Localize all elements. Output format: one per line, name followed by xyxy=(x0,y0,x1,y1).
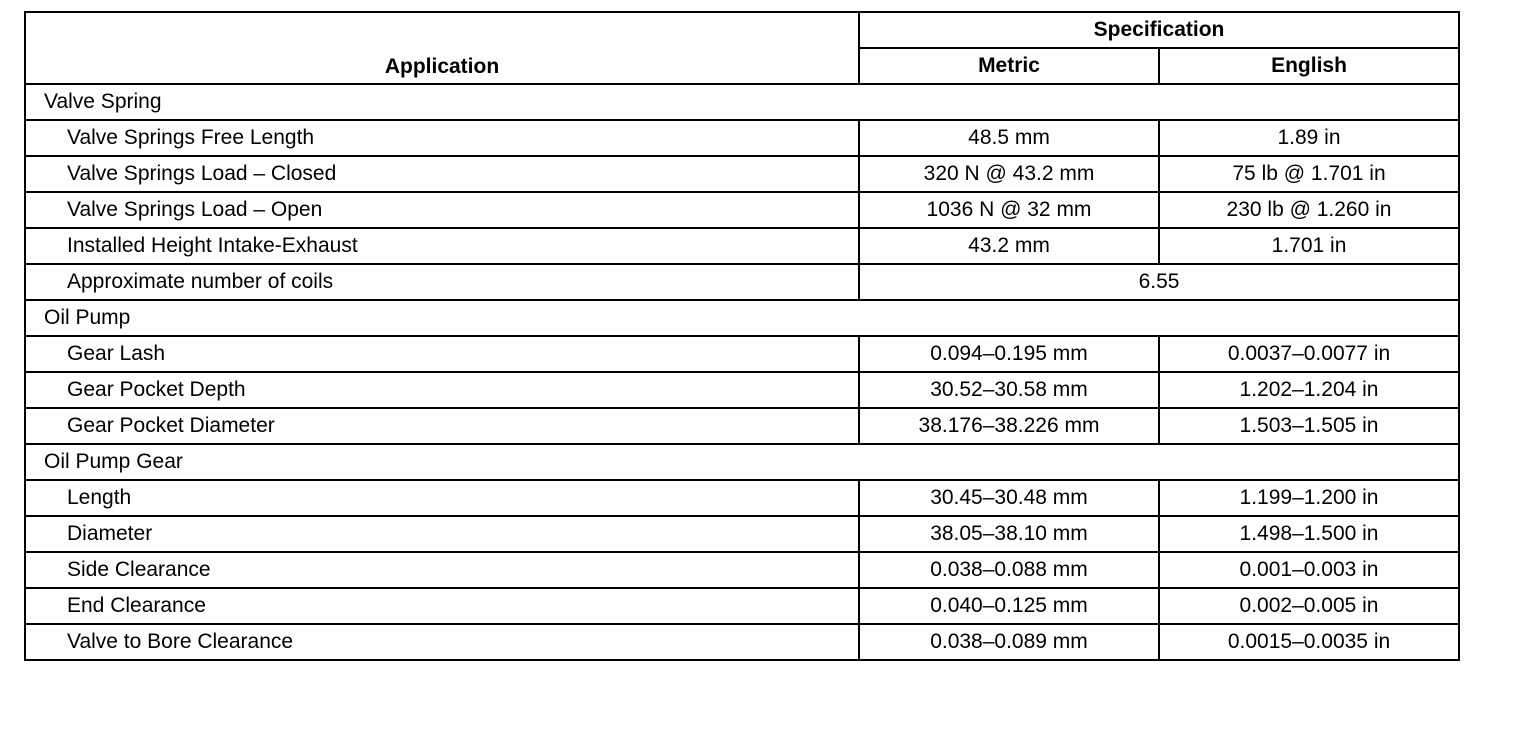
section-title: Oil Pump Gear xyxy=(25,444,1459,480)
english-value: 1.503–1.505 in xyxy=(1159,408,1459,444)
english-value: 75 lb @ 1.701 in xyxy=(1159,156,1459,192)
table-row xyxy=(25,264,1459,300)
english-value: 0.0037–0.0077 in xyxy=(1159,336,1459,372)
table-row xyxy=(25,408,1459,444)
application-header: Application xyxy=(25,12,859,84)
english-value: 1.202–1.204 in xyxy=(1159,372,1459,408)
item-name: Gear Pocket Diameter xyxy=(25,408,859,444)
table-row xyxy=(25,516,1459,552)
table-row xyxy=(25,336,1459,372)
metric-header: Metric xyxy=(859,48,1159,84)
metric-value: 0.038–0.089 mm xyxy=(859,624,1159,660)
table-row xyxy=(25,372,1459,408)
item-name: Valve Springs Load – Closed xyxy=(25,156,859,192)
metric-value: 48.5 mm xyxy=(859,120,1159,156)
item-name: Valve Springs Load – Open xyxy=(25,192,859,228)
english-header: English xyxy=(1159,48,1459,84)
table-row xyxy=(25,552,1459,588)
english-value: 0.002–0.005 in xyxy=(1159,588,1459,624)
english-value: 1.89 in xyxy=(1159,120,1459,156)
item-name: End Clearance xyxy=(25,588,859,624)
item-name: Valve to Bore Clearance xyxy=(25,624,859,660)
metric-value: 30.52–30.58 mm xyxy=(859,372,1159,408)
metric-value: 0.040–0.125 mm xyxy=(859,588,1159,624)
english-value: 230 lb @ 1.260 in xyxy=(1159,192,1459,228)
specification-table xyxy=(24,11,1460,661)
english-value: 0.001–0.003 in xyxy=(1159,552,1459,588)
english-value: 1.701 in xyxy=(1159,228,1459,264)
table-row xyxy=(25,588,1459,624)
metric-value: 38.05–38.10 mm xyxy=(859,516,1159,552)
english-value: 0.0015–0.0035 in xyxy=(1159,624,1459,660)
english-value: 1.498–1.500 in xyxy=(1159,516,1459,552)
metric-value: 0.038–0.088 mm xyxy=(859,552,1159,588)
metric-value: 43.2 mm xyxy=(859,228,1159,264)
section-row xyxy=(25,300,1459,336)
combined-value: 6.55 xyxy=(859,264,1459,300)
section-title: Valve Spring xyxy=(25,84,1459,120)
table-row xyxy=(25,192,1459,228)
metric-value: 320 N @ 43.2 mm xyxy=(859,156,1159,192)
table-row xyxy=(25,156,1459,192)
metric-value: 30.45–30.48 mm xyxy=(859,480,1159,516)
metric-value: 0.094–0.195 mm xyxy=(859,336,1159,372)
english-value: 1.199–1.200 in xyxy=(1159,480,1459,516)
table-row xyxy=(25,228,1459,264)
section-row xyxy=(25,84,1459,120)
item-name: Valve Springs Free Length xyxy=(25,120,859,156)
specification-header: Specification xyxy=(859,12,1459,48)
item-name: Length xyxy=(25,480,859,516)
item-name: Side Clearance xyxy=(25,552,859,588)
section-row xyxy=(25,444,1459,480)
item-name: Installed Height Intake-Exhaust xyxy=(25,228,859,264)
item-name: Diameter xyxy=(25,516,859,552)
metric-value: 1036 N @ 32 mm xyxy=(859,192,1159,228)
item-name: Approximate number of coils xyxy=(25,264,859,300)
section-title: Oil Pump xyxy=(25,300,1459,336)
table-row xyxy=(25,480,1459,516)
metric-value: 38.176–38.226 mm xyxy=(859,408,1159,444)
table-row xyxy=(25,120,1459,156)
table-row xyxy=(25,624,1459,660)
item-name: Gear Lash xyxy=(25,336,859,372)
item-name: Gear Pocket Depth xyxy=(25,372,859,408)
